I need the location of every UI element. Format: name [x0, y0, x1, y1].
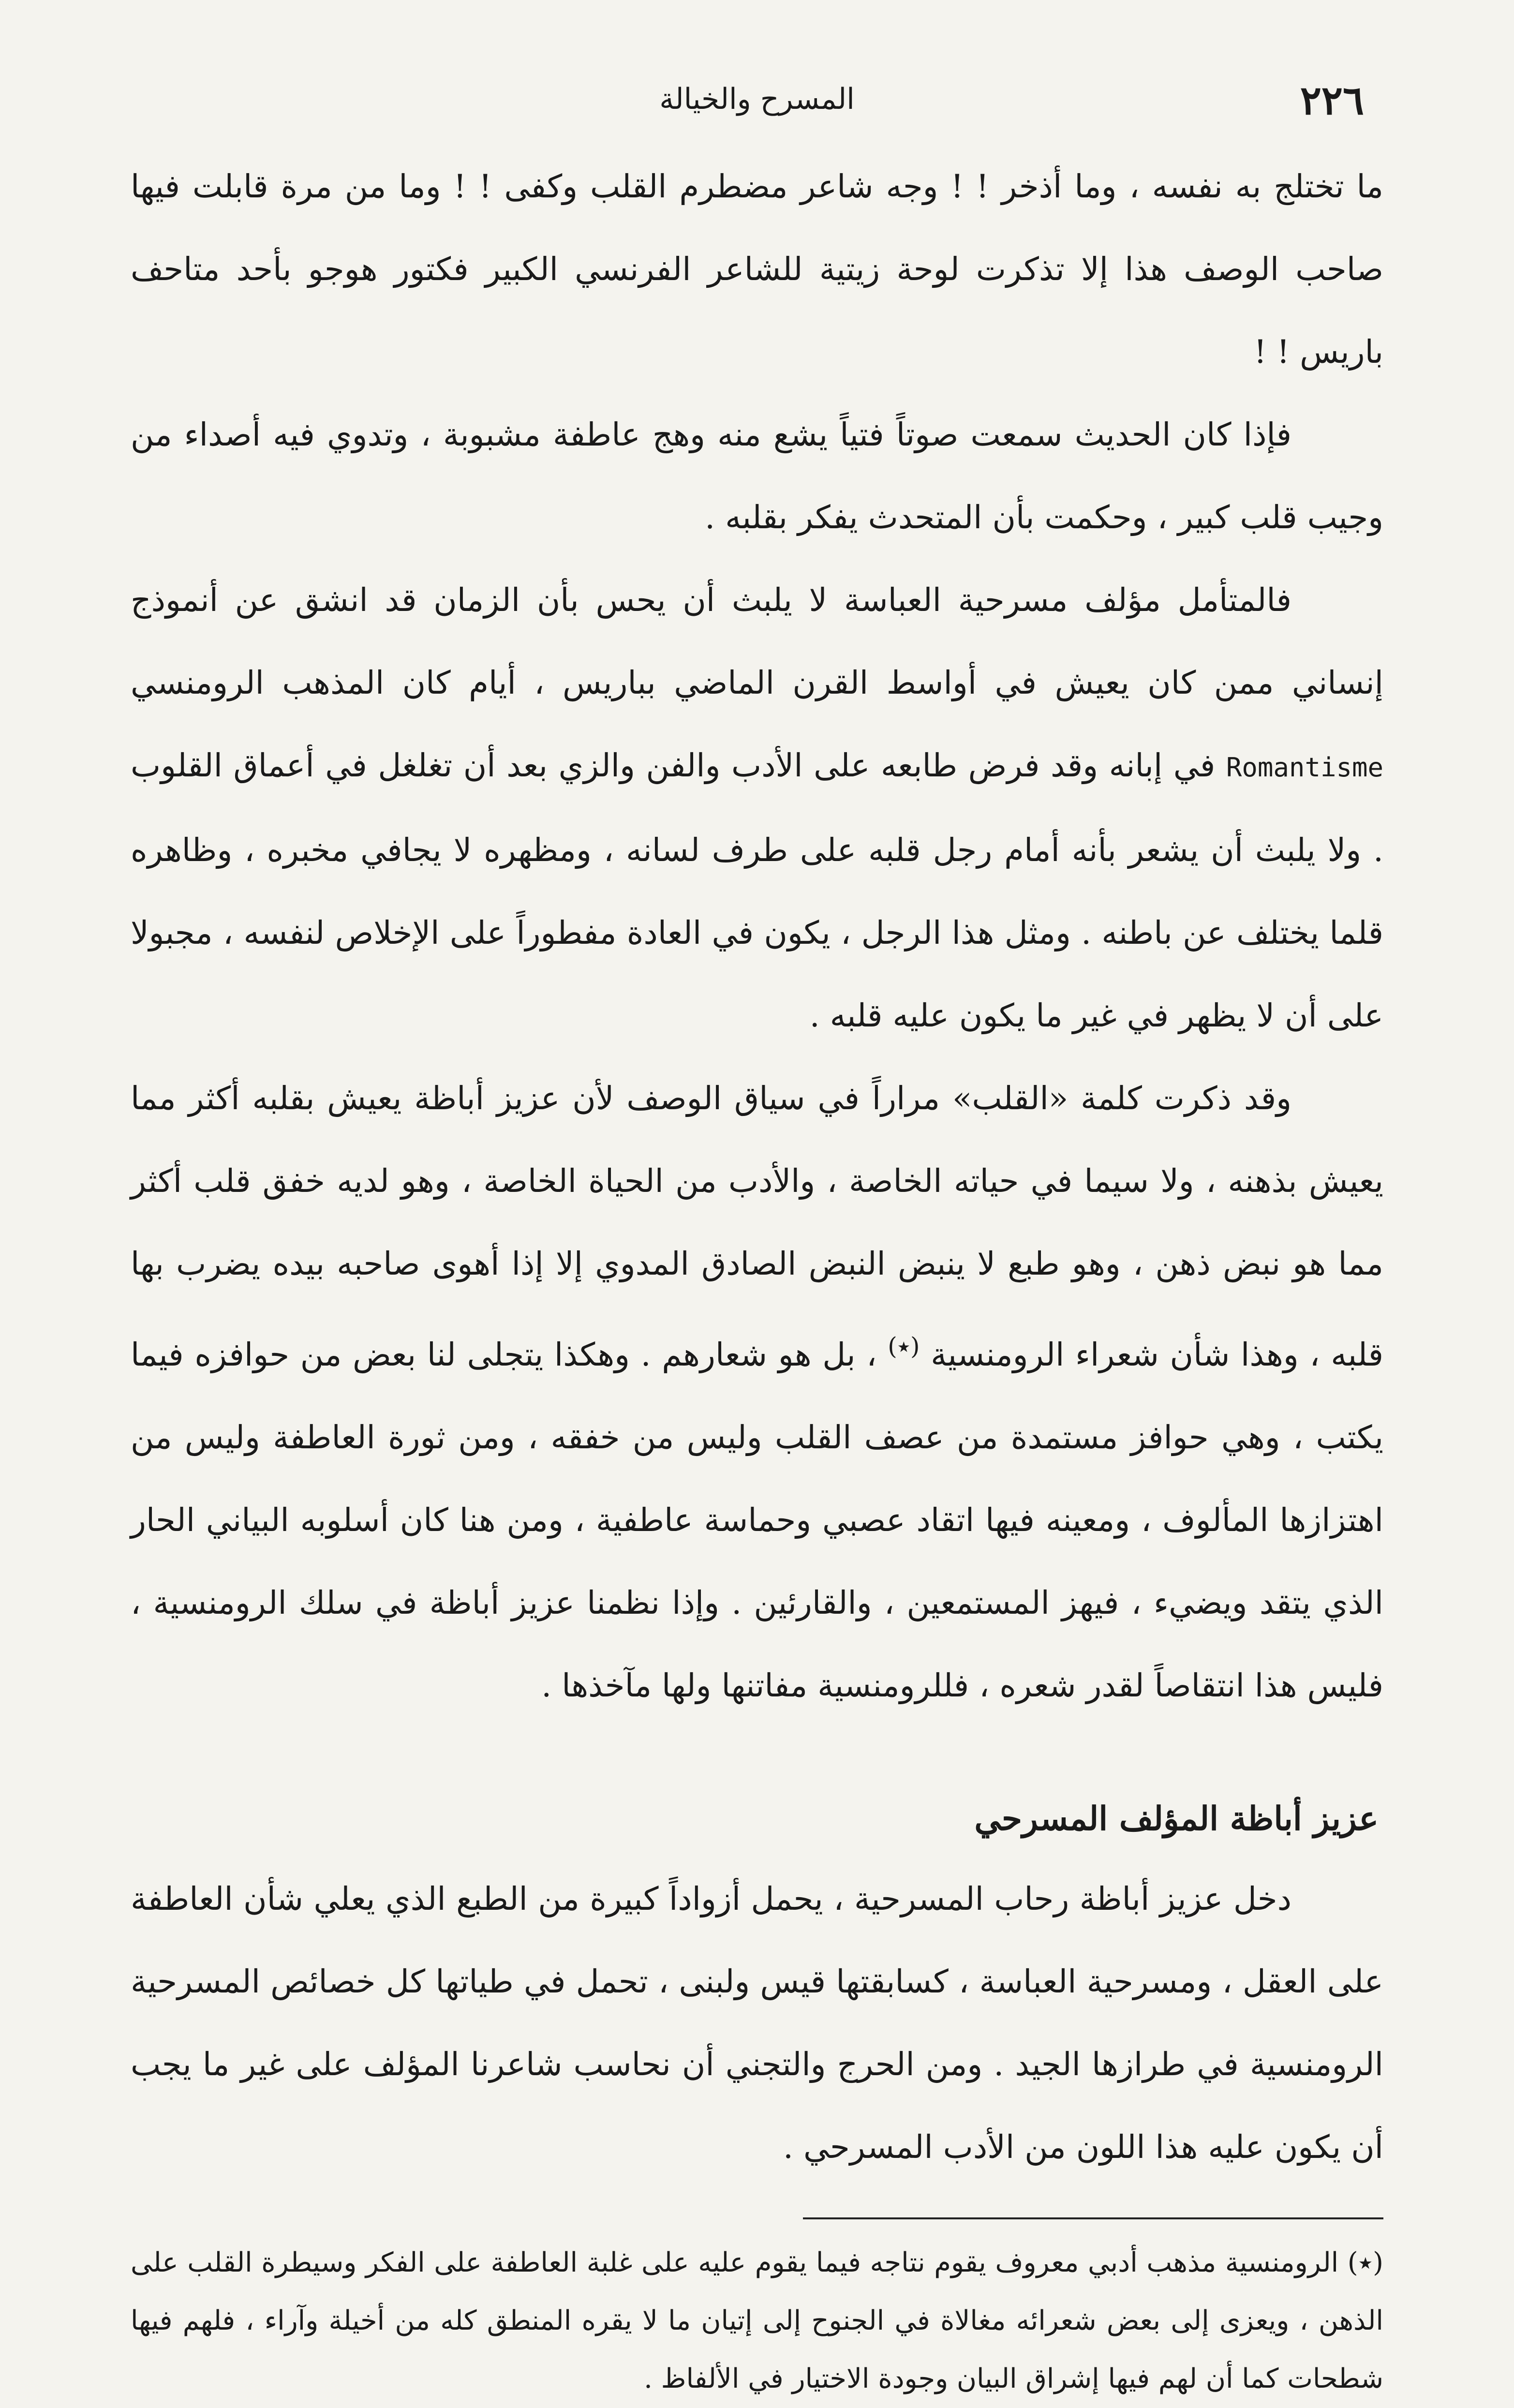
- page-number: ٢٢٦: [1300, 77, 1364, 124]
- running-title: المسرح والخيالة: [659, 82, 855, 116]
- section-2-paragraph: دخل عزيز أباظة رحاب المسرحية ، يحمل أزواداً كبيرة من الطبع الذي يعلي شأن العاطفة على العقل ، ومسرحية العباسة ، كسابقتها قيس ولبنى ، تحمل في طياتها كل خصائص المسرحية الرومنسية في طرازها الجيد . ومن الحرج والتجني أن نحاسب شاعرنا المؤلف على غير ما يجب أن يكون عليه هذا اللون من الأدب المسرحي .: [131, 1880, 1383, 2166]
- paragraph-1: ما تختلج به نفسه ، وما أذخر ! ! وجه شاعر مضطرم القلب وكفى ! ! وما من مرة قابلت فيها صاحب الوصف هذا إلا تذكرت لوحة زيتية للشاعر الفرنسي الكبير فكتور هوجو بأحد متاحف باريس ! !: [131, 168, 1383, 371]
- paragraph-3-part-a: فالمتأمل مؤلف مسرحية العباسة لا يلبث أن يحس بأن الزمان قد انشق عن أنموذج إنساني ممن كان يعيش في أواسط القرن الماضي بباريس ، أيام كان المذهب الرومنسي: [131, 581, 1383, 701]
- section-heading: عزيز أباظة المؤلف المسرحي: [974, 1799, 1379, 1838]
- paragraph-4-part-a: وقد ذكرت كلمة «القلب» مراراً في سياق الوصف لأن عزيز أباظة يعيش بقلبه أكثر مما يعيش بذهنه ، ولا سيما في حياته الخاصة ، والأدب من الحياة الخاصة ، وهو لديه خفق قلب أكثر مما هو نبض ذهن ، وهو طبع لا ينبض النبض الصادق المدوي إلا إذا أهوى صاحبه بيده يضرب بها قلبه ، وهذا شأن شعراء الرومنسية: [131, 1080, 1383, 1373]
- page-header: [131, 68, 1383, 145]
- latin-term: Romantisme: [1226, 752, 1383, 783]
- paragraph-2: فإذا كان الحديث سمعت صوتاً فتياً يشع منه وهج عاطفة مشبوبة ، وتدوي فيه أصداء من وجيب قلب كبير ، وحكمت بأن المتحدث يفكر بقلبه .: [131, 416, 1383, 536]
- section-1-body: [131, 145, 1383, 1727]
- paragraph-4: [131, 1057, 1383, 1727]
- paragraph-3-part-b: في إبانه وقد فرض طابعه على الأدب والفن والزي بعد أن تغلغل في أعماق القلوب . ولا يلبث أن يشعر بأنه أمام رجل قلبه على طرف لسانه ، ومظهره لا يجافي مخبره ، وظاهره قلما يختلف عن باطنه . ومثل هذا الرجل ، يكون في العادة مفطوراً على الإخلاص لنفسه ، مجبولا على أن لا يظهر في غير ما يكون عليه قلبه .: [131, 747, 1383, 1034]
- paragraph-4-part-b: ، بل هو شعارهم . وهكذا يتجلى لنا بعض من حوافزه فيما يكتب ، وهي حوافز مستمدة من عصف القلب وليس من خفقه ، ومن ثورة العاطفة وليس من اهتزازها المألوف ، ومعينه فيها اتقاد عصبي وحماسة عاطفية ، ومن هنا كان أسلوبه البياني الحار الذي يتقد ويضيء ، فيهز المستمعين ، والقارئين . وإذا نظمنا عزيز أباظة في سلك الرومنسية ، فليس هذا انتقاصاً لقدر شعره ، فللرومنسية مفاتنها ولها مآخذها .: [131, 1336, 1383, 1704]
- footnote-marker: (٭): [888, 1332, 920, 1360]
- footnote-text: (٭) الرومنسية مذهب أدبي معروف يقوم نتاجه فيما يقوم عليه على غلبة العاطفة على الفكر وسيطرة القلب على الذهن ، ويعزى إلى بعض شعرائه مغالاة في الجنوح إلى إتيان ما لا يقره المنطق كله من أخيلة وآراء ، فلهم فيها شطحات كما أن لهم فيها إشراق البيان وجودة الاختيار في الألفاظ .: [131, 2247, 1383, 2394]
- footnote-divider: [803, 2217, 1383, 2219]
- section-2-body: [131, 1858, 1383, 2188]
- paragraph-3: [131, 559, 1383, 1057]
- footnote: [131, 2234, 1383, 2408]
